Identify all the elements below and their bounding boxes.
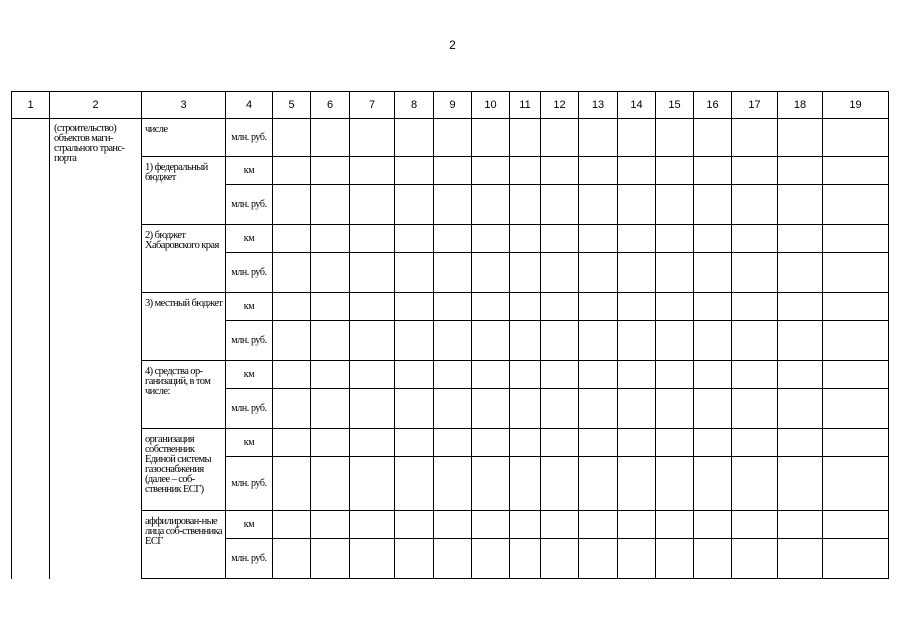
- empty-value-cell: [350, 429, 395, 457]
- empty-value-cell: [541, 185, 579, 225]
- column-1-cell: [12, 119, 50, 579]
- empty-value-cell: [579, 185, 618, 225]
- funding-source-cell: [142, 361, 226, 429]
- empty-value-cell: [656, 389, 694, 429]
- empty-value-cell: [273, 253, 311, 293]
- page-number: 2: [449, 38, 456, 52]
- empty-value-cell: [395, 539, 434, 579]
- empty-value-cell: [434, 253, 472, 293]
- column-header: 14: [618, 92, 656, 119]
- empty-value-cell: [732, 225, 778, 253]
- empty-value-cell: [694, 157, 732, 185]
- empty-value-cell: [694, 293, 732, 321]
- empty-value-cell: [541, 225, 579, 253]
- empty-value-cell: [778, 225, 823, 253]
- empty-value-cell: [778, 361, 823, 389]
- empty-value-cell: [541, 539, 579, 579]
- empty-value-cell: [395, 119, 434, 157]
- empty-value-cell: [732, 293, 778, 321]
- empty-value-cell: [510, 539, 541, 579]
- empty-value-cell: [579, 293, 618, 321]
- empty-value-cell: [395, 157, 434, 185]
- column-header: 17: [732, 92, 778, 119]
- funding-source-cell: [142, 429, 226, 511]
- empty-value-cell: [694, 253, 732, 293]
- empty-value-cell: [732, 511, 778, 539]
- table-row: [12, 293, 889, 321]
- empty-value-cell: [823, 429, 889, 457]
- funding-source-label: аффилирован-ные лица соб-ственника ЕСГ: [145, 516, 222, 547]
- empty-value-cell: [656, 361, 694, 389]
- empty-value-cell: [579, 539, 618, 579]
- empty-value-cell: [273, 157, 311, 185]
- empty-value-cell: [823, 389, 889, 429]
- empty-value-cell: [350, 185, 395, 225]
- empty-value-cell: [656, 157, 694, 185]
- empty-value-cell: [311, 539, 350, 579]
- empty-value-cell: [350, 321, 395, 361]
- empty-value-cell: [395, 253, 434, 293]
- empty-value-cell: [273, 511, 311, 539]
- empty-value-cell: [350, 389, 395, 429]
- unit-cell: млн. руб.: [226, 185, 273, 225]
- header-row: [12, 92, 889, 119]
- empty-value-cell: [472, 429, 510, 457]
- empty-value-cell: [732, 253, 778, 293]
- empty-value-cell: [694, 457, 732, 511]
- empty-value-cell: [273, 119, 311, 157]
- empty-value-cell: [618, 293, 656, 321]
- empty-value-cell: [541, 511, 579, 539]
- empty-value-cell: [656, 429, 694, 457]
- empty-value-cell: [311, 389, 350, 429]
- empty-value-cell: [732, 157, 778, 185]
- empty-value-cell: [273, 457, 311, 511]
- empty-value-cell: [472, 361, 510, 389]
- empty-value-cell: [618, 119, 656, 157]
- column-header: 3: [142, 92, 226, 119]
- funding-source-label: 1) федеральный бюджет: [145, 162, 208, 183]
- empty-value-cell: [694, 429, 732, 457]
- empty-value-cell: [434, 293, 472, 321]
- empty-value-cell: [579, 119, 618, 157]
- funding-source-cell: [142, 225, 226, 293]
- empty-value-cell: [823, 253, 889, 293]
- empty-value-cell: [579, 457, 618, 511]
- empty-value-cell: [618, 321, 656, 361]
- empty-value-cell: [541, 389, 579, 429]
- column-header: 19: [823, 92, 889, 119]
- empty-value-cell: [472, 293, 510, 321]
- empty-value-cell: [472, 253, 510, 293]
- empty-value-cell: [541, 457, 579, 511]
- empty-value-cell: [311, 293, 350, 321]
- table-row: [12, 225, 889, 253]
- empty-value-cell: [350, 457, 395, 511]
- empty-value-cell: [510, 511, 541, 539]
- empty-value-cell: [618, 225, 656, 253]
- empty-value-cell: [579, 253, 618, 293]
- empty-value-cell: [778, 321, 823, 361]
- funding-source-label: 2) бюджет Хабаровского края: [145, 230, 219, 251]
- empty-value-cell: [656, 225, 694, 253]
- column-header: 13: [579, 92, 618, 119]
- empty-value-cell: [823, 361, 889, 389]
- empty-value-cell: [778, 119, 823, 157]
- empty-value-cell: [434, 157, 472, 185]
- empty-value-cell: [694, 225, 732, 253]
- empty-value-cell: [778, 389, 823, 429]
- column-header: 2: [50, 92, 142, 119]
- empty-value-cell: [311, 361, 350, 389]
- funding-source-cell: [142, 157, 226, 225]
- empty-value-cell: [579, 321, 618, 361]
- unit-cell: км: [226, 225, 273, 253]
- empty-value-cell: [618, 511, 656, 539]
- empty-value-cell: [273, 185, 311, 225]
- empty-value-cell: [656, 457, 694, 511]
- empty-value-cell: [395, 361, 434, 389]
- funding-source-cell: [142, 511, 226, 579]
- empty-value-cell: [694, 389, 732, 429]
- unit-cell: млн. руб.: [226, 539, 273, 579]
- empty-value-cell: [395, 511, 434, 539]
- empty-value-cell: [395, 321, 434, 361]
- column-header: 8: [395, 92, 434, 119]
- empty-value-cell: [778, 539, 823, 579]
- empty-value-cell: [434, 389, 472, 429]
- unit-cell: км: [226, 157, 273, 185]
- empty-value-cell: [311, 457, 350, 511]
- empty-value-cell: [694, 119, 732, 157]
- empty-value-cell: [694, 185, 732, 225]
- unit-cell: км: [226, 511, 273, 539]
- empty-value-cell: [823, 457, 889, 511]
- empty-value-cell: [472, 539, 510, 579]
- empty-value-cell: [541, 429, 579, 457]
- empty-value-cell: [541, 293, 579, 321]
- empty-value-cell: [823, 321, 889, 361]
- column-header: 5: [273, 92, 311, 119]
- empty-value-cell: [472, 457, 510, 511]
- empty-value-cell: [311, 429, 350, 457]
- empty-value-cell: [434, 361, 472, 389]
- empty-value-cell: [472, 157, 510, 185]
- empty-value-cell: [541, 157, 579, 185]
- empty-value-cell: [823, 225, 889, 253]
- empty-value-cell: [823, 511, 889, 539]
- unit-cell: млн. руб.: [226, 253, 273, 293]
- empty-value-cell: [472, 511, 510, 539]
- empty-value-cell: [395, 185, 434, 225]
- empty-value-cell: [434, 321, 472, 361]
- empty-value-cell: [778, 429, 823, 457]
- empty-value-cell: [778, 457, 823, 511]
- empty-value-cell: [579, 157, 618, 185]
- empty-value-cell: [311, 225, 350, 253]
- empty-value-cell: [541, 119, 579, 157]
- empty-value-cell: [510, 457, 541, 511]
- empty-value-cell: [618, 185, 656, 225]
- table-row: [12, 429, 889, 457]
- data-table: [11, 91, 889, 579]
- empty-value-cell: [510, 389, 541, 429]
- empty-value-cell: [579, 225, 618, 253]
- empty-value-cell: [579, 429, 618, 457]
- funding-source-cell: [142, 293, 226, 361]
- empty-value-cell: [656, 511, 694, 539]
- empty-value-cell: [732, 389, 778, 429]
- empty-value-cell: [395, 293, 434, 321]
- funding-source-label: 3) местный бюджет: [145, 298, 223, 309]
- empty-value-cell: [618, 457, 656, 511]
- empty-value-cell: [656, 253, 694, 293]
- empty-value-cell: [694, 539, 732, 579]
- empty-value-cell: [823, 539, 889, 579]
- column-header: 11: [510, 92, 541, 119]
- empty-value-cell: [618, 253, 656, 293]
- empty-value-cell: [395, 389, 434, 429]
- empty-value-cell: [510, 225, 541, 253]
- empty-value-cell: [510, 185, 541, 225]
- table-row: [12, 511, 889, 539]
- empty-value-cell: [656, 119, 694, 157]
- empty-value-cell: [778, 293, 823, 321]
- table-row: [12, 361, 889, 389]
- empty-value-cell: [434, 539, 472, 579]
- empty-value-cell: [656, 321, 694, 361]
- empty-value-cell: [656, 185, 694, 225]
- empty-value-cell: [434, 119, 472, 157]
- empty-value-cell: [732, 185, 778, 225]
- empty-value-cell: [579, 511, 618, 539]
- funding-source-label: организация собственник Единой системы газоснабжения (далее – соб-ственник ЕСГ): [145, 434, 211, 495]
- empty-value-cell: [350, 511, 395, 539]
- empty-value-cell: [472, 389, 510, 429]
- empty-value-cell: [311, 253, 350, 293]
- empty-value-cell: [778, 511, 823, 539]
- column-header: 7: [350, 92, 395, 119]
- funding-source-label: числе: [145, 124, 168, 135]
- empty-value-cell: [273, 321, 311, 361]
- empty-value-cell: [350, 293, 395, 321]
- empty-value-cell: [732, 539, 778, 579]
- empty-value-cell: [694, 361, 732, 389]
- empty-value-cell: [510, 429, 541, 457]
- empty-value-cell: [656, 539, 694, 579]
- empty-value-cell: [395, 429, 434, 457]
- column-header: 4: [226, 92, 273, 119]
- empty-value-cell: [311, 321, 350, 361]
- empty-value-cell: [434, 225, 472, 253]
- column-header: 1: [12, 92, 50, 119]
- empty-value-cell: [472, 119, 510, 157]
- empty-value-cell: [311, 119, 350, 157]
- empty-value-cell: [618, 157, 656, 185]
- empty-value-cell: [434, 457, 472, 511]
- empty-value-cell: [311, 511, 350, 539]
- empty-value-cell: [579, 389, 618, 429]
- column-header: 16: [694, 92, 732, 119]
- empty-value-cell: [510, 361, 541, 389]
- empty-value-cell: [273, 293, 311, 321]
- unit-cell: млн. руб.: [226, 457, 273, 511]
- empty-value-cell: [823, 185, 889, 225]
- table-row: [12, 157, 889, 185]
- empty-value-cell: [434, 511, 472, 539]
- unit-cell: км: [226, 361, 273, 389]
- column-header: 15: [656, 92, 694, 119]
- empty-value-cell: [311, 157, 350, 185]
- empty-value-cell: [694, 511, 732, 539]
- empty-value-cell: [434, 185, 472, 225]
- empty-value-cell: [273, 389, 311, 429]
- empty-value-cell: [273, 225, 311, 253]
- unit-cell: млн. руб.: [226, 389, 273, 429]
- empty-value-cell: [579, 361, 618, 389]
- empty-value-cell: [350, 253, 395, 293]
- column-header: 6: [311, 92, 350, 119]
- empty-value-cell: [656, 293, 694, 321]
- empty-value-cell: [510, 293, 541, 321]
- empty-value-cell: [395, 225, 434, 253]
- empty-value-cell: [618, 539, 656, 579]
- object-description: (строительство) объектов маги-стрального транс-порта: [54, 123, 125, 164]
- empty-value-cell: [732, 321, 778, 361]
- empty-value-cell: [510, 119, 541, 157]
- empty-value-cell: [618, 429, 656, 457]
- funding-source-cell: [142, 119, 226, 157]
- empty-value-cell: [350, 361, 395, 389]
- empty-value-cell: [778, 157, 823, 185]
- empty-value-cell: [510, 253, 541, 293]
- funding-source-label: 4) средства ор-ганизаций, в том числе:: [145, 366, 211, 397]
- unit-cell: млн. руб.: [226, 321, 273, 361]
- empty-value-cell: [311, 185, 350, 225]
- empty-value-cell: [732, 119, 778, 157]
- empty-value-cell: [618, 361, 656, 389]
- unit-cell: км: [226, 429, 273, 457]
- empty-value-cell: [472, 321, 510, 361]
- column-header: 18: [778, 92, 823, 119]
- empty-value-cell: [434, 429, 472, 457]
- empty-value-cell: [273, 429, 311, 457]
- column-2-cell: [50, 119, 142, 579]
- empty-value-cell: [395, 457, 434, 511]
- empty-value-cell: [350, 157, 395, 185]
- empty-value-cell: [541, 321, 579, 361]
- column-header: 12: [541, 92, 579, 119]
- empty-value-cell: [510, 157, 541, 185]
- empty-value-cell: [732, 361, 778, 389]
- empty-value-cell: [350, 539, 395, 579]
- empty-value-cell: [732, 429, 778, 457]
- empty-value-cell: [541, 253, 579, 293]
- empty-value-cell: [732, 457, 778, 511]
- empty-value-cell: [510, 321, 541, 361]
- column-header: 10: [472, 92, 510, 119]
- column-header: 9: [434, 92, 472, 119]
- empty-value-cell: [778, 253, 823, 293]
- table-row: [12, 119, 889, 157]
- unit-cell: км: [226, 293, 273, 321]
- empty-value-cell: [541, 361, 579, 389]
- empty-value-cell: [823, 119, 889, 157]
- empty-value-cell: [273, 539, 311, 579]
- empty-value-cell: [823, 157, 889, 185]
- empty-value-cell: [694, 321, 732, 361]
- empty-value-cell: [350, 119, 395, 157]
- empty-value-cell: [823, 293, 889, 321]
- empty-value-cell: [778, 185, 823, 225]
- empty-value-cell: [350, 225, 395, 253]
- empty-value-cell: [472, 185, 510, 225]
- empty-value-cell: [273, 361, 311, 389]
- unit-cell: млн. руб.: [226, 119, 273, 157]
- empty-value-cell: [472, 225, 510, 253]
- empty-value-cell: [618, 389, 656, 429]
